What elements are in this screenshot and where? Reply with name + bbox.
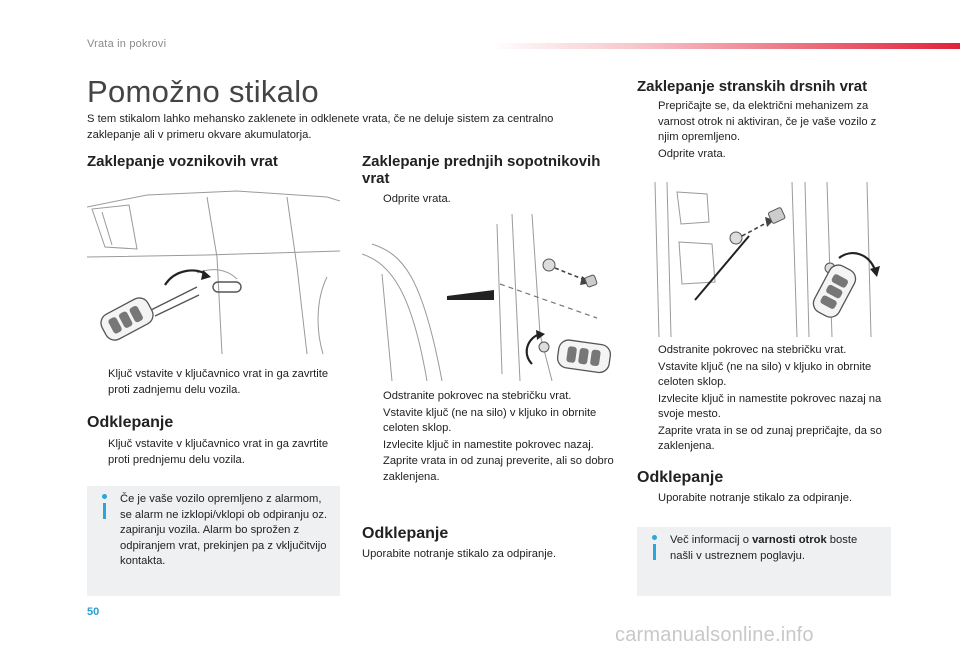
intro-text: S tem stikalom lahko mehansko zaklenete in odklenete vrata, če ne deluje sistem za centralno zaklepanje ali v primeru okvare akumulatorja. (87, 113, 554, 141)
list-item: Zaprite vrata in od zunaj preverite, ali so dobro zaklenjena. (383, 455, 614, 483)
alarm-info-box (87, 486, 340, 596)
col3-lock-steps (637, 343, 892, 456)
col2-lock-steps (362, 389, 622, 486)
header-accent-bar (490, 43, 960, 49)
list-item: Odstranite pokrovec na stebričku vrat. (658, 344, 847, 356)
col1-unlock-heading: Odklepanje (87, 414, 174, 431)
col3-unlock-steps (637, 491, 892, 508)
col2-unlock-text: Uporabite notranje stikalo za odpiranje. (362, 548, 557, 560)
list-item: Odprite vrata. (383, 193, 451, 205)
list-item: Ključ vstavite v ključavnico vrat in ga zavrtite proti prednjemu delu vozila. (108, 438, 329, 466)
col2-unlock-heading: Odklepanje (362, 525, 449, 542)
col3-heading: Zaklepanje stranskih drsnih vrat (637, 78, 868, 95)
list-item: Zaprite vrata in se od zunaj prepričajte, da so zaklenjena. (658, 424, 882, 452)
driver-door-illustration (87, 187, 340, 354)
list-item: Uporabite notranje stikalo za odpiranje. (658, 492, 853, 504)
passenger-door-drawing (362, 214, 615, 381)
info-icon-bar (653, 544, 656, 560)
list-item: Izvlecite ključ in namestite pokrovec nazaj na svoje mesto. (658, 392, 882, 420)
list-item: Ključ vstavite v ključavnico vrat in ga zavrtite proti zadnjemu delu vozila. (108, 368, 329, 396)
col1-lock-steps (87, 367, 337, 399)
page-number: 50 (87, 606, 100, 618)
col1-unlock-steps (87, 437, 337, 469)
info-icon-bar (103, 503, 106, 519)
col3-pre-steps (637, 99, 892, 163)
sliding-door-drawing (637, 182, 891, 337)
col1-heading: Zaklepanje voznikovih vrat (87, 153, 278, 170)
list-item: Vstavite ključ (ne na silo) v kljuko in obrnite celoten sklop. (383, 406, 597, 434)
list-item: Vstavite ključ (ne na silo) v kljuko in obrnite celoten sklop. (658, 360, 872, 388)
child-safety-info-text: Več informacij o varnosti otrok boste našli v ustreznem poglavju. (670, 534, 858, 562)
list-item: Prepričajte se, da električni mehanizem za varnost otrok ni aktiviran, če je vaše vozilo z njim opremljeno. (658, 100, 877, 143)
list-item: Odprite vrata. (658, 147, 726, 160)
child-safety-link-text: varnosti otrok (752, 534, 827, 546)
child-safety-info-box (637, 527, 891, 596)
list-item: Izvlecite ključ in namestite pokrovec nazaj. (383, 438, 594, 451)
watermark: carmanualsonline.info (615, 624, 814, 646)
info-icon (102, 494, 107, 499)
driver-door-drawing (87, 187, 340, 354)
section-header: Vrata in pokrovi (87, 38, 167, 50)
passenger-door-illustration (362, 214, 615, 381)
page-title: Pomožno stikalo (87, 74, 319, 109)
list-item: Odstranite pokrovec na stebričku vrat. (383, 390, 572, 402)
col2-heading: Zaklepanje prednjih sopotnikovih vrat (362, 153, 601, 187)
sliding-door-illustration (637, 182, 891, 337)
alarm-info-text: Če je vaše vozilo opremljeno z alarmom, se alarm ne izklopi/vklopi ob odpiranju oz. zapiranju vozila. Alarm bo sprožen z odpiranjem vrat, prekinjen pa z vključitvijo kontakta. (120, 493, 328, 567)
info-icon (652, 535, 657, 540)
col3-unlock-heading: Odklepanje (637, 469, 724, 486)
col2-pre-steps (362, 192, 622, 209)
